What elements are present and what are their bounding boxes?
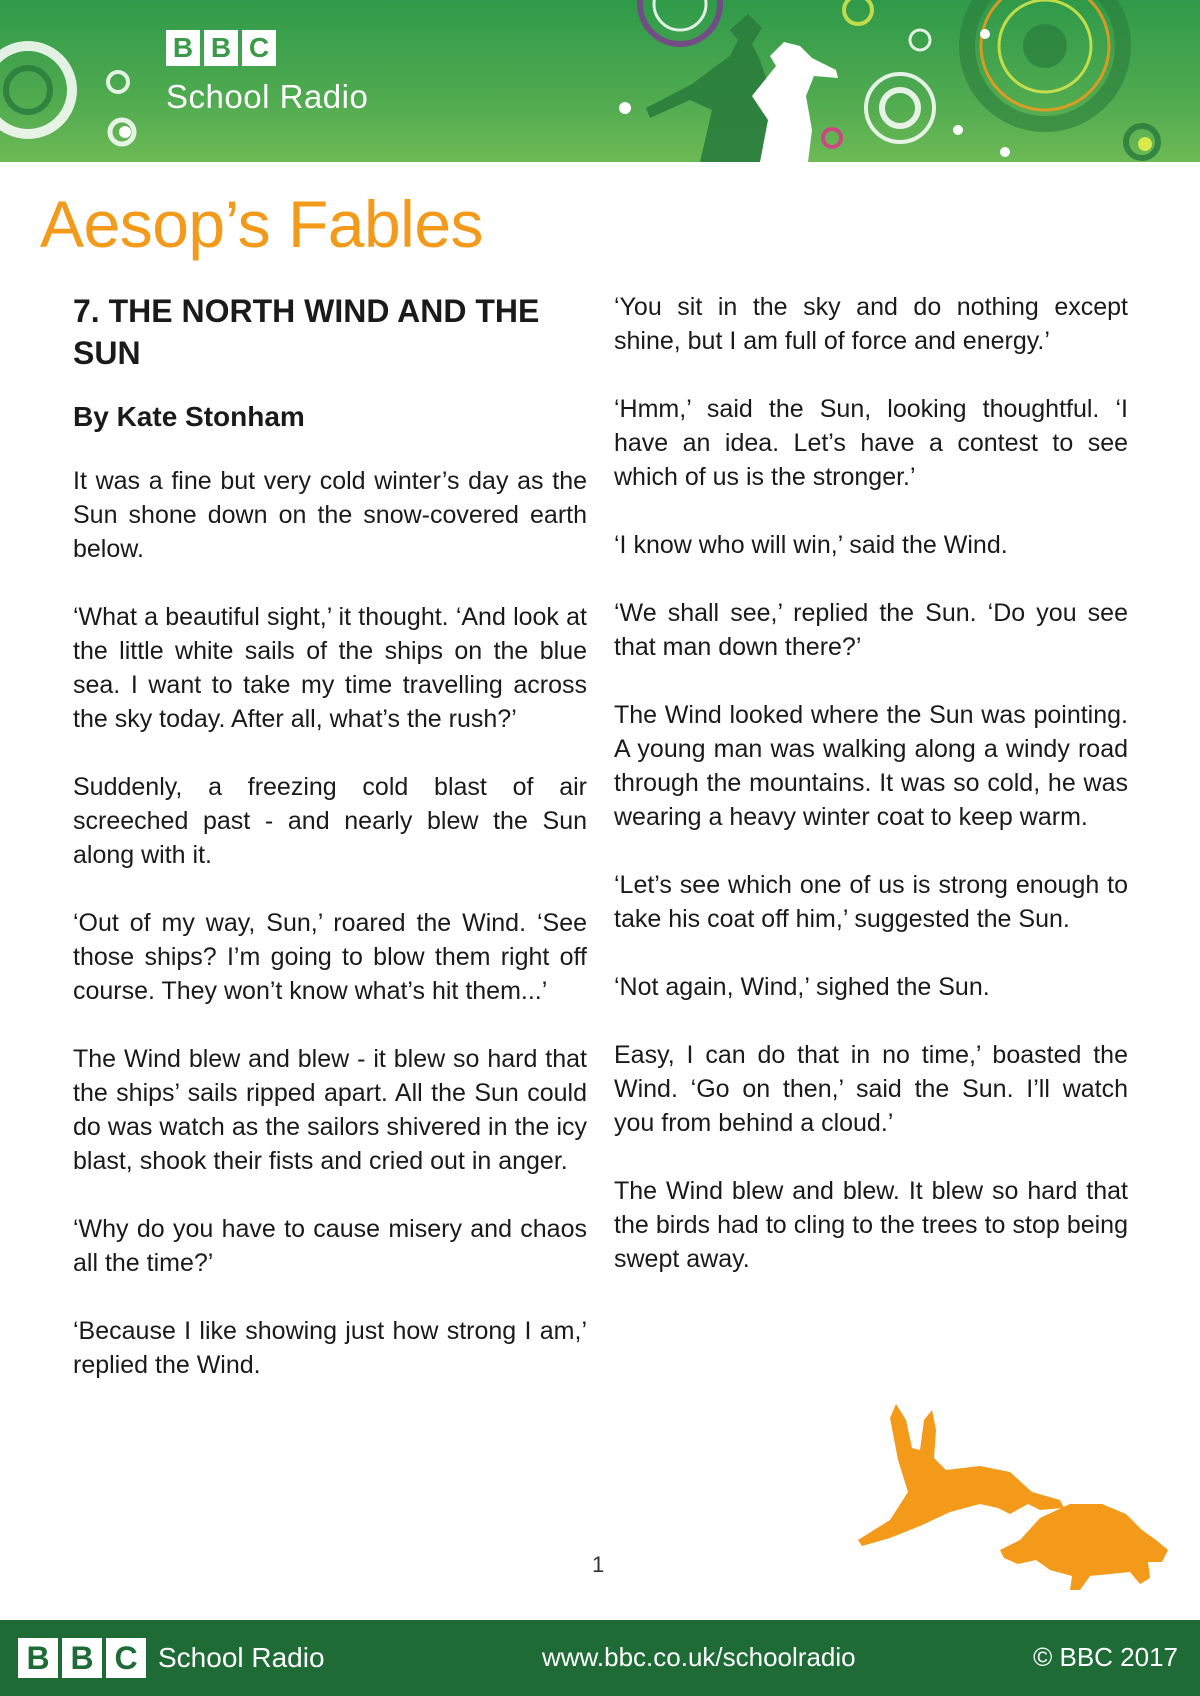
hare-and-tortoise-illustration bbox=[850, 1400, 1180, 1610]
paragraph: ‘Let’s see which one of us is strong enough to take his coat off him,’ suggested the Sun. bbox=[614, 871, 1128, 933]
paragraph: ‘I know who will win,’ said the Wind. bbox=[614, 531, 1008, 559]
paragraph: ‘You sit in the sky and do nothing except shine, but I am full of force and energy.’ bbox=[614, 293, 1128, 355]
paragraph: ‘Out of my way, Sun,’ roared the Wind. ‘See those ships? I’m going to blow them right off course. They won’t know what’s hit them...’ bbox=[73, 909, 587, 1005]
bbc-logo-letter: B bbox=[166, 30, 200, 66]
header-radio-name: School Radio bbox=[166, 78, 369, 115]
hare-icon bbox=[858, 1404, 1064, 1546]
paragraph: Suddenly, a freezing cold blast of air screeched past - and nearly blew the Sun along with it. bbox=[73, 773, 587, 869]
paragraph: The Wind blew and blew - it blew so hard that the ships’ sails ripped apart. All the Sun could do was watch as the sailors shivered in the icy blast, shook their fists and cried out in anger. bbox=[73, 1045, 587, 1175]
bbc-logo-letter: C bbox=[242, 30, 276, 66]
bbc-logo-letter: B bbox=[18, 1638, 58, 1678]
bbc-logo bbox=[166, 30, 276, 66]
bbc-logo bbox=[18, 1638, 146, 1678]
paragraph: ‘Because I like showing just how strong I am,’ replied the Wind. bbox=[73, 1317, 587, 1379]
bbc-logo-letter: B bbox=[62, 1638, 102, 1678]
copyright-notice: © BBC 2017 bbox=[1033, 1642, 1178, 1672]
byline: By Kate Stonham bbox=[73, 401, 305, 432]
bbc-logo-letter: C bbox=[106, 1638, 146, 1678]
footer-radio-name: School Radio bbox=[158, 1642, 325, 1673]
paragraph: The Wind blew and blew. It blew so hard that the birds had to cling to the trees to stop being swept away. bbox=[614, 1177, 1128, 1273]
header-banner bbox=[0, 0, 1200, 162]
paragraph: ‘What a beautiful sight,’ it thought. ‘And look at the little white sails of the ships on the blue sea. I want to take my time travelling across the sky today. After all, what’s the rush?’ bbox=[73, 603, 587, 733]
paragraph: Easy, I can do that in no time,’ boasted the Wind. ‘Go on then,’ said the Sun. I’ll watch you from behind a cloud.’ bbox=[614, 1041, 1128, 1137]
paragraph: ‘Not again, Wind,’ sighed the Sun. bbox=[614, 973, 990, 1001]
footer-bar bbox=[0, 1620, 1200, 1696]
paragraph: The Wind looked where the Sun was pointing. A young man was walking along a windy road through the mountains. It was so cold, he was wearing a heavy winter coat to keep warm. bbox=[614, 701, 1128, 831]
series-title: Aesop’s Fables bbox=[40, 187, 484, 261]
footer-url-link[interactable]: www.bbc.co.uk/schoolradio bbox=[542, 1642, 856, 1672]
paragraph: It was a fine but very cold winter’s day as the Sun shone down on the snow-covered earth below. bbox=[73, 467, 587, 563]
story-column-right bbox=[614, 290, 1128, 1310]
story-title: 7. THE NORTH WIND AND THE SUN bbox=[73, 293, 540, 371]
tortoise-icon bbox=[1000, 1504, 1168, 1590]
children-silhouette-icon bbox=[646, 14, 838, 162]
story-column-left bbox=[73, 290, 587, 1416]
paragraph: ‘Why do you have to cause misery and chaos all the time?’ bbox=[73, 1215, 587, 1277]
page-number: 1 bbox=[592, 1552, 605, 1577]
paragraph: ‘Hmm,’ said the Sun, looking thoughtful. ‘I have an idea. Let’s have a contest to see which of us is the stronger.’ bbox=[614, 395, 1128, 491]
paragraph: ‘We shall see,’ replied the Sun. ‘Do you see that man down there?’ bbox=[614, 599, 1128, 661]
bbc-logo-letter: B bbox=[204, 30, 238, 66]
